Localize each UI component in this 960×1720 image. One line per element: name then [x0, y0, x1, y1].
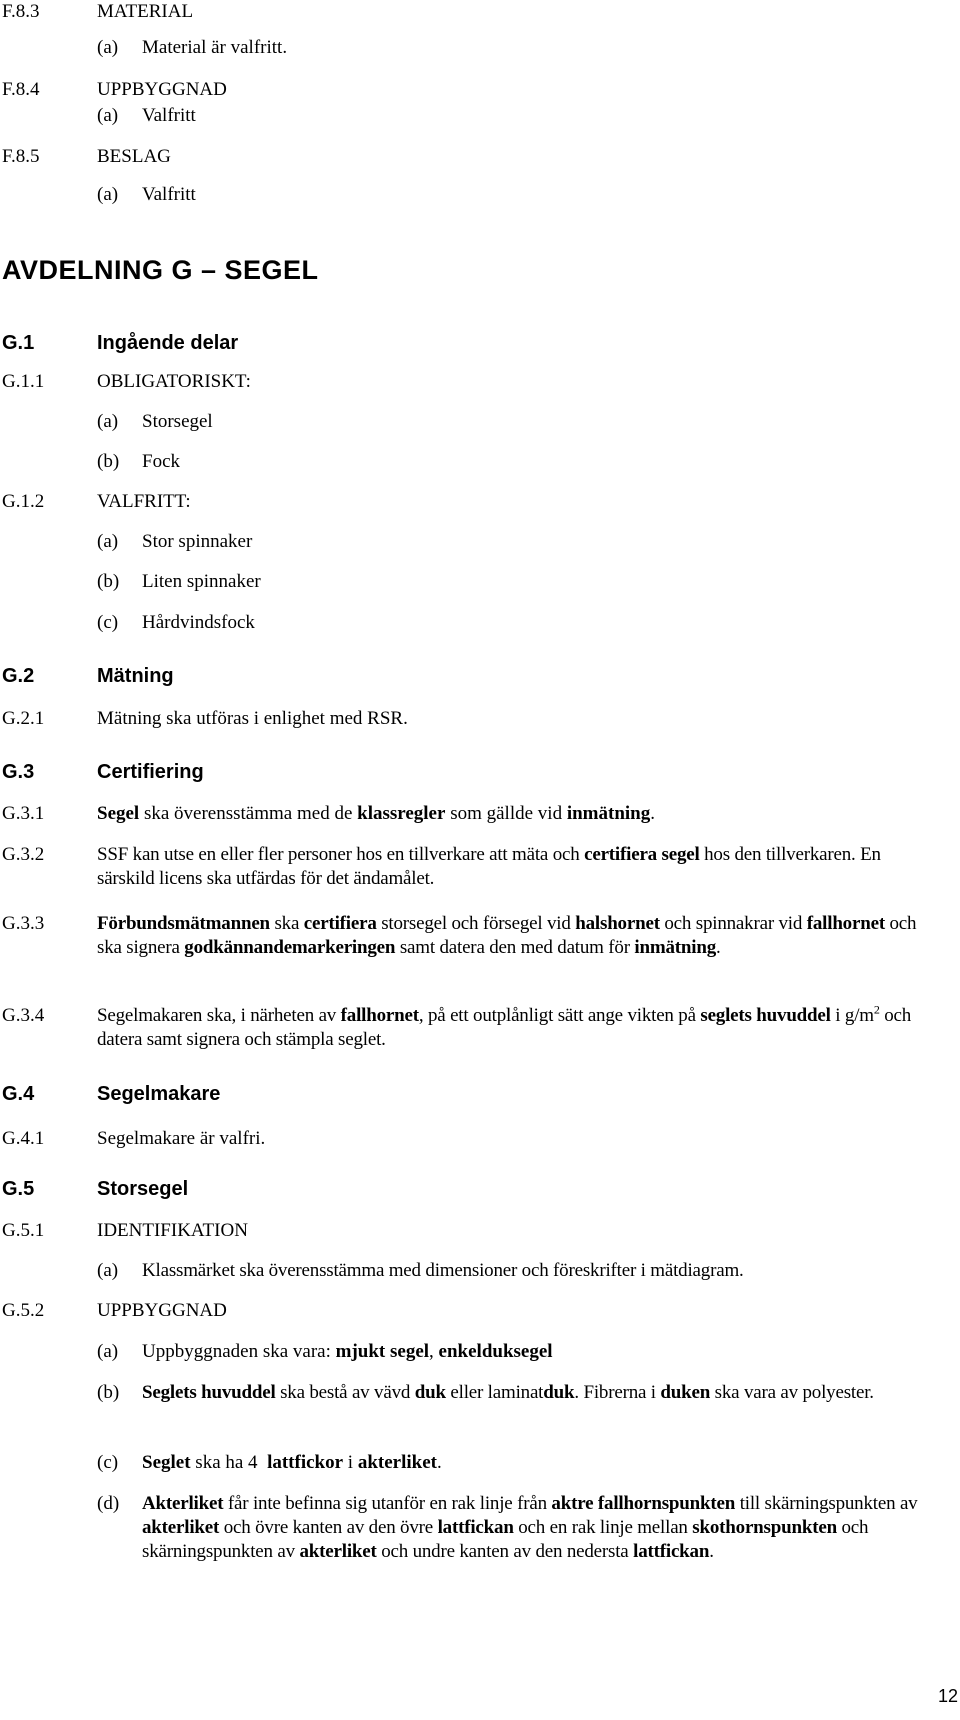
- page-number: 12: [937, 1686, 958, 1706]
- item-text: Akterliket får inte befinna sig utanför en rak linje från aktre fallhornspunkten till skärningspunkten av akterliket och övre kanten av den övre lattfickan och en rak linje mellan skothornspunkten och skärningspunkten av akterliket och undre kanten av den nedersta lattfickan.: [142, 1493, 918, 1562]
- clause-title: UPPBYGGNAD: [97, 79, 227, 100]
- clause-number: F.8.3: [2, 1, 40, 22]
- item-text: Valfritt: [142, 105, 196, 126]
- heading-number: G.1: [2, 332, 35, 354]
- item-text: Liten spinnaker: [142, 571, 261, 592]
- heading-number: G.3: [2, 761, 35, 783]
- clause-number: F.8.4: [2, 79, 40, 100]
- clause-number: F.8.5: [2, 146, 40, 167]
- item-label: (a): [97, 411, 119, 432]
- clause-title: IDENTIFIKATION: [97, 1220, 248, 1241]
- item-text: Storsegel: [142, 411, 213, 432]
- item-text: Seglets huvuddel ska bestå av vävd duk eller laminatduk. Fibrerna i duken ska vara av polyester.: [142, 1382, 874, 1403]
- item-label: (c): [97, 612, 119, 633]
- clause-number: G.1.2: [2, 491, 45, 512]
- heading-number: G.2: [2, 665, 35, 687]
- item-label: (b): [97, 571, 120, 592]
- clause-text: Mätning ska utföras i enlighet med RSR.: [97, 708, 408, 729]
- item-label: (a): [97, 1341, 119, 1362]
- clause-number: G.5.1: [2, 1220, 45, 1241]
- heading-title: Certifiering: [97, 761, 204, 783]
- item-label: (d): [97, 1493, 120, 1514]
- clause-number: G.4.1: [2, 1128, 45, 1149]
- item-text: Seglet ska ha 4 lattfickor i akterliket.: [142, 1452, 442, 1473]
- clause-text: Segel ska överensstämma med de klassregler som gällde vid inmätning.: [97, 803, 655, 824]
- clause-text: Segelmakaren ska, i närheten av fallhornet, på ett outplånligt sätt ange vikten på seglets huvuddel i $g/m^2$ och datera samt signera och stämpla seglet.: [97, 1002, 912, 1050]
- heading-number: G.5: [2, 1178, 35, 1200]
- clause-text: SSF kan utse en eller fler personer hos en tillverkare att mäta och certifiera segel hos den tillverkaren. En särskild licens ska utfärdas för det ändamålet.: [97, 844, 881, 889]
- item-label: (a): [97, 531, 119, 552]
- item-label: (a): [97, 184, 119, 205]
- item-text: Stor spinnaker: [142, 531, 253, 552]
- heading-title: Ingående delar: [97, 332, 239, 354]
- clause-number: G.3.4: [2, 1005, 45, 1026]
- heading-number: G.4: [2, 1083, 35, 1105]
- clause-number: G.5.2: [2, 1300, 45, 1321]
- clause-number: G.3.3: [2, 913, 45, 934]
- clause-text: Förbundsmätmannen ska certifiera storsegel och försegel vid halshornet och spinnakrar vid fallhornet och ska signera godkännandemarkeringen samt datera den med datum för inmätning.: [97, 913, 917, 958]
- item-label: (a): [97, 105, 119, 126]
- item-text: Fock: [142, 451, 180, 472]
- clause-title: BESLAG: [97, 146, 171, 167]
- item-text: Material är valfritt.: [142, 37, 288, 58]
- heading-title: Mätning: [97, 665, 174, 687]
- clause-title: VALFRITT:: [97, 491, 191, 512]
- item-text: Klassmärket ska överensstämma med dimensioner och föreskrifter i mätdiagram.: [142, 1260, 744, 1281]
- heading-title: Segelmakare: [97, 1083, 221, 1105]
- item-label: (a): [97, 1260, 119, 1281]
- item-label: (c): [97, 1452, 119, 1473]
- heading-title: Storsegel: [97, 1178, 189, 1200]
- clause-number: G.3.2: [2, 844, 45, 865]
- clause-title: OBLIGATORISKT:: [97, 371, 251, 392]
- item-text: Valfritt: [142, 184, 196, 205]
- clause-number: G.2.1: [2, 708, 45, 729]
- clause-title: UPPBYGGNAD: [97, 1300, 227, 1321]
- item-text: Hårdvindsfock: [142, 612, 255, 633]
- clause-text: Segelmakare är valfri.: [97, 1128, 266, 1149]
- item-label: (a): [97, 37, 119, 58]
- item-label: (b): [97, 451, 120, 472]
- clause-title: MATERIAL: [97, 1, 194, 22]
- clause-number: G.3.1: [2, 803, 45, 824]
- item-text: Uppbyggnaden ska vara: mjukt segel, enkelduksegel: [142, 1341, 553, 1362]
- section-title: AVDELNING G – SEGEL: [2, 255, 319, 285]
- clause-number: G.1.1: [2, 371, 45, 392]
- item-label: (b): [97, 1382, 120, 1403]
